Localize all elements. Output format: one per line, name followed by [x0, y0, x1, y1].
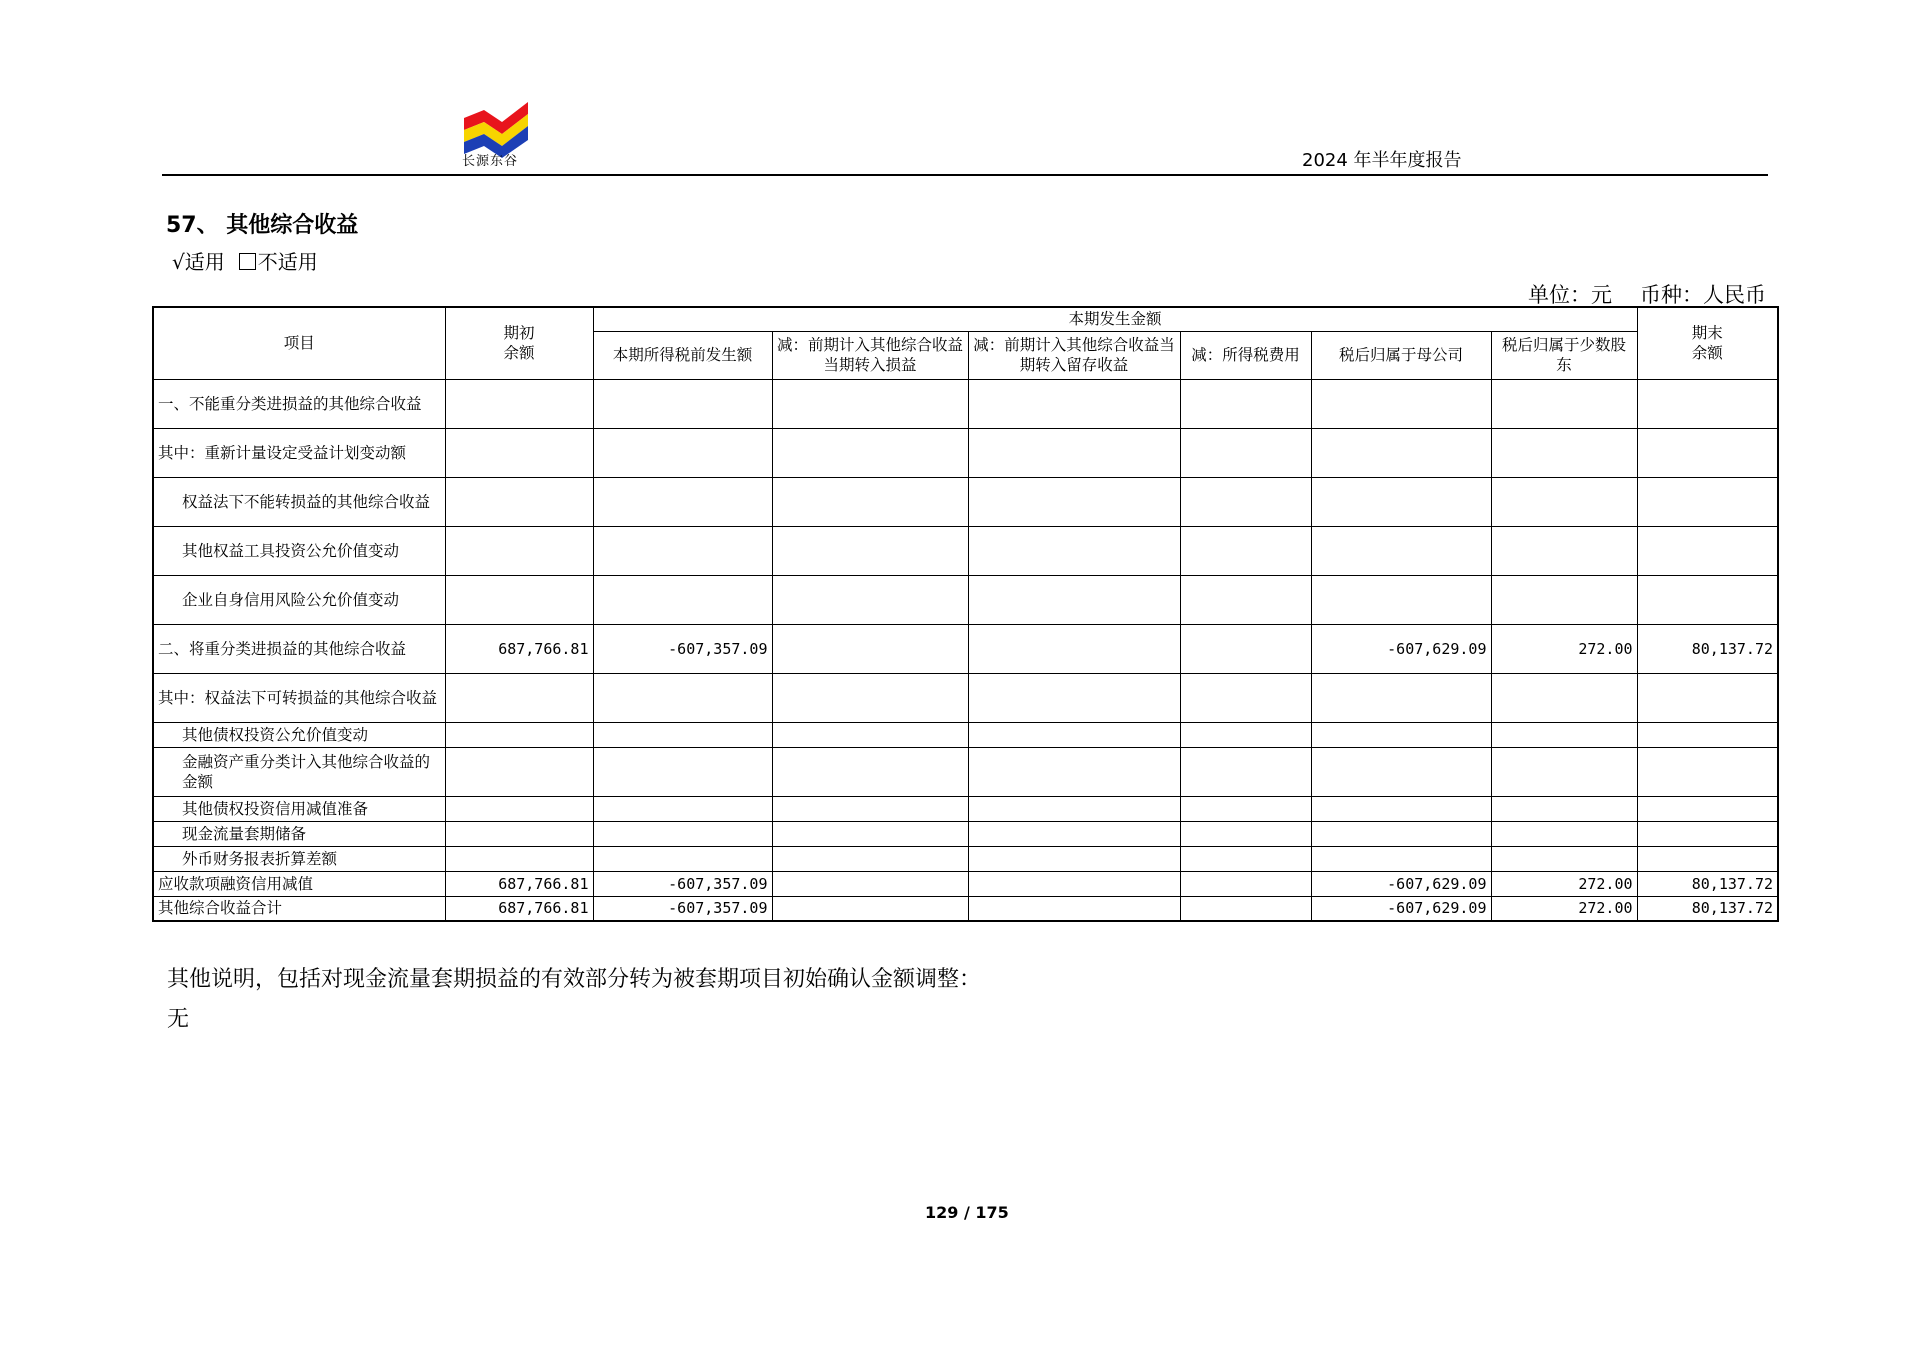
cell-pre-tax [593, 477, 772, 526]
header-less-transfer-retained: 减：前期计入其他综合收益当期转入留存收益 [968, 331, 1180, 379]
cell-closing [1637, 796, 1778, 821]
cell-pre-tax [593, 796, 772, 821]
cell-less-tax [1180, 379, 1311, 428]
cell-opening [445, 477, 593, 526]
row-label: 应收款项融资信用减值 [153, 871, 445, 896]
cell-less-pl [772, 526, 968, 575]
unit-label: 单位：元 [1528, 283, 1612, 307]
cell-less-pl [772, 673, 968, 722]
cell-pre-tax [593, 846, 772, 871]
cell-less-pl [772, 428, 968, 477]
cell-less-pl [772, 379, 968, 428]
page-number: 129 / 175 [925, 1203, 1009, 1222]
cell-less-retained [968, 821, 1180, 846]
cell-pre-tax: -607,357.09 [593, 624, 772, 673]
header-pre-tax: 本期所得税前发生额 [593, 331, 772, 379]
cell-less-tax [1180, 575, 1311, 624]
cell-closing [1637, 821, 1778, 846]
other-notes-value: 无 [167, 1007, 190, 1032]
cell-minority [1491, 821, 1637, 846]
cell-less-tax [1180, 871, 1311, 896]
cell-parent [1311, 846, 1491, 871]
cell-less-tax [1180, 896, 1311, 921]
cell-opening [445, 747, 593, 796]
table-row-total [153, 896, 1778, 921]
row-label: 其他债权投资信用减值准备 [153, 796, 445, 821]
cell-less-tax [1180, 526, 1311, 575]
table-row [153, 575, 1778, 624]
cell-parent [1311, 796, 1491, 821]
cell-closing: 80,137.72 [1637, 896, 1778, 921]
cell-minority: 272.00 [1491, 896, 1637, 921]
cell-less-pl [772, 821, 968, 846]
cell-parent: -607,629.09 [1311, 624, 1491, 673]
row-label: 一、不能重分类进损益的其他综合收益 [153, 379, 445, 428]
table-row [153, 821, 1778, 846]
cell-less-pl [772, 624, 968, 673]
cell-minority [1491, 428, 1637, 477]
cell-pre-tax [593, 428, 772, 477]
cell-opening: 687,766.81 [445, 871, 593, 896]
row-label: 其他综合收益合计 [153, 896, 445, 921]
row-label: 权益法下不能转损益的其他综合收益 [153, 477, 445, 526]
cell-less-retained [968, 673, 1180, 722]
header-current-period: 本期发生金额 [593, 307, 1637, 331]
checkbox-icon [239, 253, 256, 270]
cell-less-tax [1180, 846, 1311, 871]
cell-less-retained [968, 477, 1180, 526]
table-row [153, 871, 1778, 896]
cell-closing [1637, 379, 1778, 428]
cell-pre-tax: -607,357.09 [593, 896, 772, 921]
cell-less-pl [772, 796, 968, 821]
cell-minority [1491, 846, 1637, 871]
cell-opening [445, 575, 593, 624]
cell-closing [1637, 428, 1778, 477]
row-label: 其他债权投资公允价值变动 [153, 722, 445, 747]
cell-less-retained [968, 575, 1180, 624]
logo-text: 长源东谷 [462, 154, 519, 169]
cell-closing [1637, 722, 1778, 747]
cell-less-tax [1180, 477, 1311, 526]
other-comprehensive-income-table [152, 306, 1779, 922]
cell-minority [1491, 379, 1637, 428]
cell-less-retained [968, 896, 1180, 921]
row-label: 企业自身信用风险公允价值变动 [153, 575, 445, 624]
cell-parent: -607,629.09 [1311, 871, 1491, 896]
cell-parent [1311, 477, 1491, 526]
table-row [153, 624, 1778, 673]
cell-minority [1491, 673, 1637, 722]
cell-less-tax [1180, 796, 1311, 821]
cell-less-pl [772, 747, 968, 796]
table-row [153, 379, 1778, 428]
header-after-tax-minority: 税后归属于少数股东 [1491, 331, 1637, 379]
cell-minority [1491, 526, 1637, 575]
cell-less-retained [968, 722, 1180, 747]
cell-parent [1311, 575, 1491, 624]
cell-closing [1637, 846, 1778, 871]
cell-pre-tax [593, 821, 772, 846]
cell-less-retained [968, 379, 1180, 428]
cell-pre-tax [593, 575, 772, 624]
cell-opening [445, 722, 593, 747]
cell-pre-tax [593, 526, 772, 575]
table-row [153, 673, 1778, 722]
header-closing: 期末 余额 [1637, 307, 1778, 379]
currency-label: 币种：人民币 [1640, 283, 1766, 307]
section-title: 57、 其他综合收益 [166, 213, 359, 238]
cell-parent [1311, 428, 1491, 477]
report-title: 2024 年半年度报告 [1302, 150, 1462, 171]
cell-closing: 80,137.72 [1637, 871, 1778, 896]
cell-minority: 272.00 [1491, 624, 1637, 673]
cell-less-tax [1180, 624, 1311, 673]
cell-pre-tax [593, 379, 772, 428]
cell-closing: 80,137.72 [1637, 624, 1778, 673]
cell-less-pl [772, 846, 968, 871]
row-label: 其中：重新计量设定受益计划变动额 [153, 428, 445, 477]
cell-opening [445, 673, 593, 722]
cell-less-retained [968, 526, 1180, 575]
cell-parent: -607,629.09 [1311, 896, 1491, 921]
cell-less-tax [1180, 428, 1311, 477]
table-row [153, 747, 1778, 796]
cell-opening: 687,766.81 [445, 624, 593, 673]
cell-less-pl [772, 871, 968, 896]
cell-less-pl [772, 575, 968, 624]
cell-opening [445, 428, 593, 477]
other-notes-label: 其他说明，包括对现金流量套期损益的有效部分转为被套期项目初始确认金额调整： [167, 967, 982, 992]
cell-pre-tax: -607,357.09 [593, 871, 772, 896]
row-label: 其中：权益法下可转损益的其他综合收益 [153, 673, 445, 722]
table-row [153, 477, 1778, 526]
header-less-tax: 减：所得税费用 [1180, 331, 1311, 379]
applicable-label: √适用 [172, 250, 225, 274]
cell-parent [1311, 821, 1491, 846]
cell-less-pl [772, 477, 968, 526]
cell-opening [445, 821, 593, 846]
unit-line [1528, 279, 1766, 309]
table-row [153, 722, 1778, 747]
cell-less-retained [968, 428, 1180, 477]
cell-minority [1491, 796, 1637, 821]
cell-less-pl [772, 896, 968, 921]
table-row [153, 526, 1778, 575]
cell-less-tax [1180, 722, 1311, 747]
cell-less-tax [1180, 673, 1311, 722]
not-applicable-label: 不适用 [257, 250, 318, 274]
cell-less-retained [968, 624, 1180, 673]
cell-opening [445, 379, 593, 428]
cell-parent [1311, 747, 1491, 796]
cell-less-retained [968, 747, 1180, 796]
cell-minority [1491, 477, 1637, 526]
row-label: 外币财务报表折算差额 [153, 846, 445, 871]
header-divider [162, 174, 1768, 176]
cell-minority [1491, 747, 1637, 796]
row-label: 金融资产重分类计入其他综合收益的金额 [153, 747, 445, 796]
cell-closing [1637, 526, 1778, 575]
cell-pre-tax [593, 747, 772, 796]
cell-opening: 687,766.81 [445, 896, 593, 921]
cell-parent [1311, 722, 1491, 747]
applicability-line [172, 246, 318, 275]
cell-minority [1491, 722, 1637, 747]
cell-closing [1637, 477, 1778, 526]
cell-less-retained [968, 846, 1180, 871]
cell-less-pl [772, 722, 968, 747]
cell-closing [1637, 673, 1778, 722]
cell-less-tax [1180, 821, 1311, 846]
cell-opening [445, 526, 593, 575]
row-label: 二、将重分类进损益的其他综合收益 [153, 624, 445, 673]
table-row [153, 428, 1778, 477]
table-row [153, 846, 1778, 871]
cell-parent [1311, 526, 1491, 575]
cell-closing [1637, 575, 1778, 624]
cell-minority: 272.00 [1491, 871, 1637, 896]
cell-less-retained [968, 796, 1180, 821]
cell-parent [1311, 379, 1491, 428]
cell-pre-tax [593, 722, 772, 747]
cell-closing [1637, 747, 1778, 796]
cell-opening [445, 846, 593, 871]
cell-less-retained [968, 871, 1180, 896]
header-less-transfer-pl: 减：前期计入其他综合收益当期转入损益 [772, 331, 968, 379]
header-opening: 期初 余额 [445, 307, 593, 379]
cell-minority [1491, 575, 1637, 624]
table-row [153, 796, 1778, 821]
header-item: 项目 [153, 307, 445, 379]
header-after-tax-parent: 税后归属于母公司 [1311, 331, 1491, 379]
cell-opening [445, 796, 593, 821]
cell-less-tax [1180, 747, 1311, 796]
cell-pre-tax [593, 673, 772, 722]
row-label: 现金流量套期储备 [153, 821, 445, 846]
cell-parent [1311, 673, 1491, 722]
row-label: 其他权益工具投资公允价值变动 [153, 526, 445, 575]
